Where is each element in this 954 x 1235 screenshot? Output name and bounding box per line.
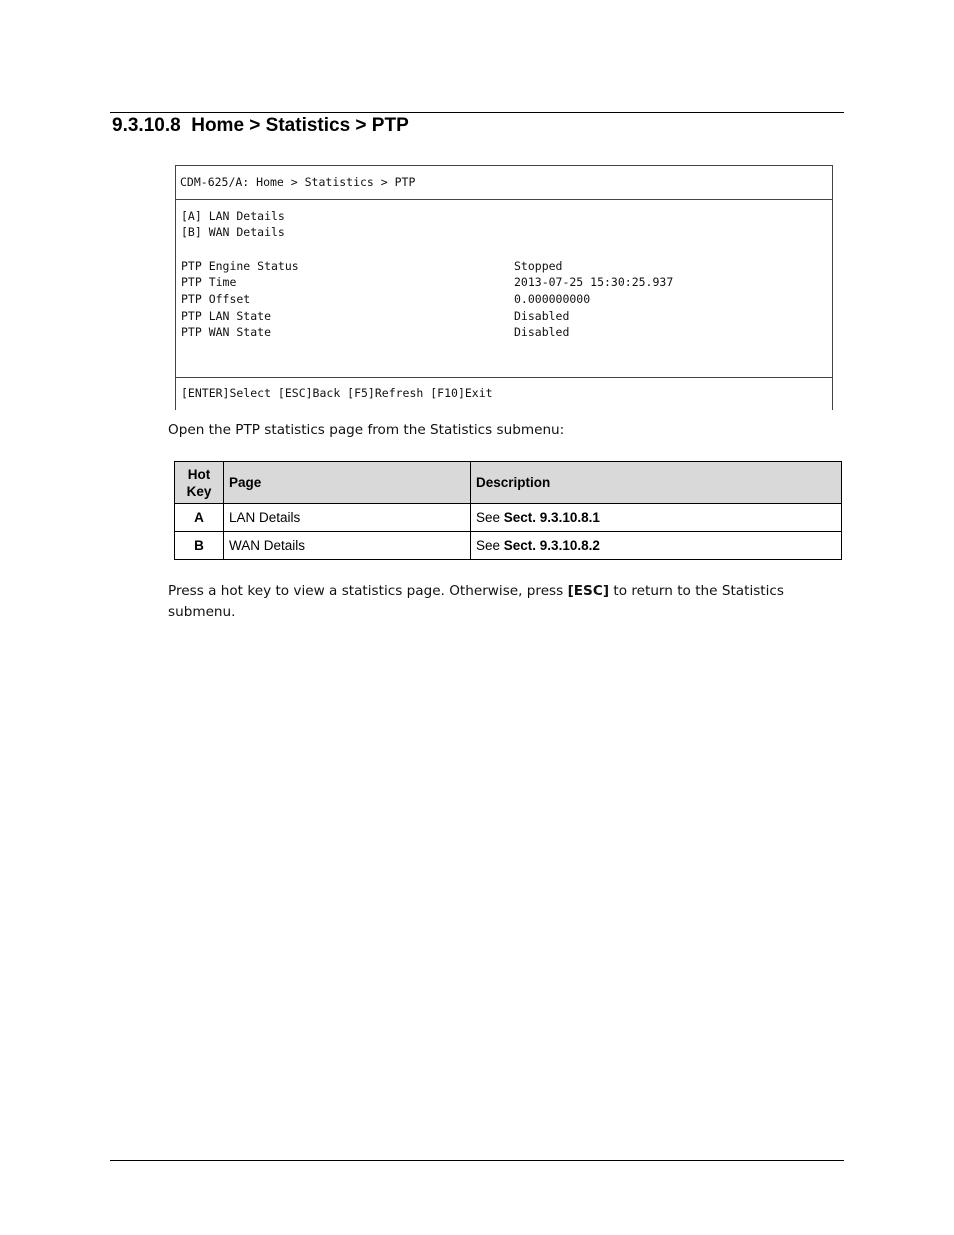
stat-label: PTP Time <box>181 275 237 289</box>
section-heading: 9.3.10.8 Home > Statistics > PTP <box>112 115 409 136</box>
terminal-breadcrumb: CDM-625/A: Home > Statistics > PTP <box>176 166 832 200</box>
stat-label: PTP Offset <box>181 292 251 306</box>
terminal-screenshot <box>175 165 833 410</box>
description-prefix: See <box>476 538 504 553</box>
section-reference: Sect. 9.3.10.8.2 <box>503 538 600 553</box>
header-description: Description <box>471 462 842 504</box>
table-header-row <box>175 462 842 504</box>
hot-key-cell: B <box>175 532 224 560</box>
page-cell: LAN Details <box>224 504 471 532</box>
outro-text-after: to return to the Statistics submenu. <box>168 583 784 620</box>
footer-rule <box>110 1160 844 1161</box>
stat-value: Disabled <box>514 309 570 323</box>
stat-label: PTP Engine Status <box>181 259 299 273</box>
terminal-body <box>176 200 832 378</box>
table-row <box>175 504 842 532</box>
intro-paragraph: Open the PTP statistics page from the Statistics submenu: <box>168 422 565 438</box>
description-cell <box>471 504 842 532</box>
hot-key-cell: A <box>175 504 224 532</box>
stat-label: PTP WAN State <box>181 325 272 339</box>
menu-item-lan-details[interactable]: [A] LAN Details <box>181 209 285 223</box>
menu-item-wan-details[interactable]: [B] WAN Details <box>181 225 285 239</box>
stat-value: 2013-07-25 15:30:25.937 <box>514 275 674 289</box>
terminal-key-help: [ENTER]Select [ESC]Back [F5]Refresh [F10]Exit <box>181 386 493 400</box>
stat-value: Disabled <box>514 325 570 339</box>
header-hot-key-line1: Hot <box>187 466 211 482</box>
stat-label: PTP LAN State <box>181 309 272 323</box>
hotkey-table <box>174 461 842 560</box>
table-row <box>175 532 842 560</box>
outro-text-before: Press a hot key to view a statistics page. Otherwise, press <box>168 583 568 599</box>
header-rule <box>110 112 844 113</box>
stat-value: Stopped <box>514 259 563 273</box>
description-prefix: See <box>476 510 504 525</box>
header-hot-key <box>175 462 224 504</box>
section-reference: Sect. 9.3.10.8.1 <box>503 510 600 525</box>
header-hot-key-line2: Key <box>186 483 212 499</box>
description-cell <box>471 532 842 560</box>
stat-value: 0.000000000 <box>514 292 591 306</box>
outro-paragraph <box>168 581 808 623</box>
page-cell: WAN Details <box>224 532 471 560</box>
esc-key-label: [ESC] <box>567 583 610 599</box>
header-page: Page <box>224 462 471 504</box>
